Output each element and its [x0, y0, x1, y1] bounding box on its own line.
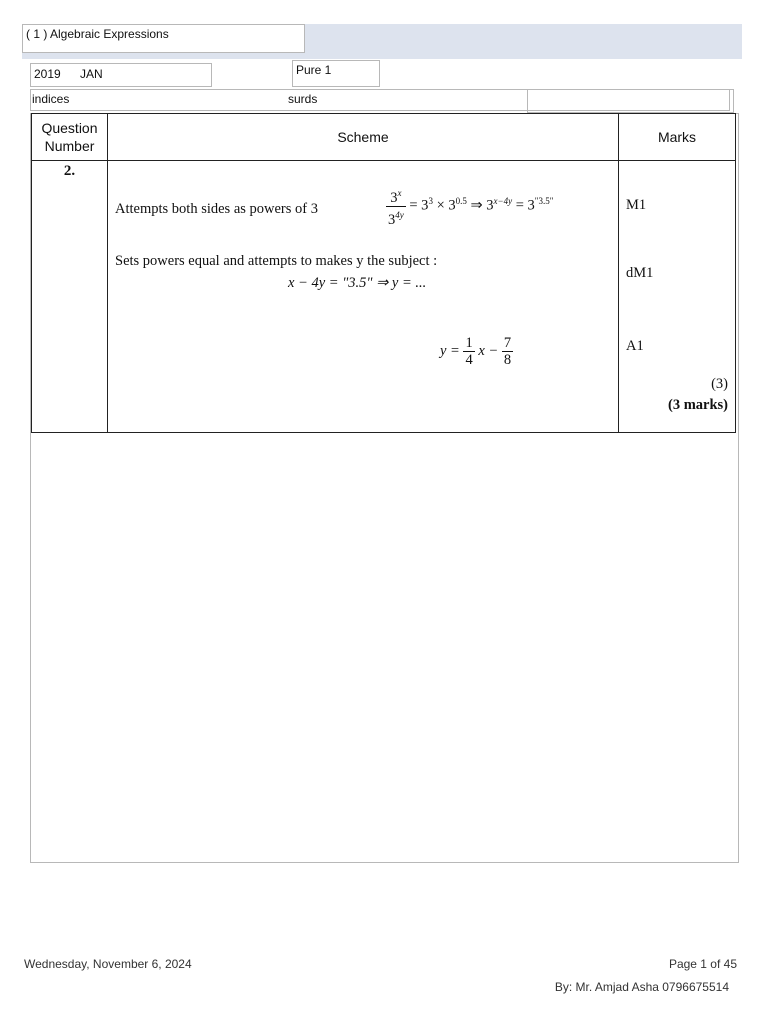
tag-surds: surds	[288, 92, 318, 106]
year-session-field	[30, 63, 212, 87]
column-header-scheme: Scheme	[108, 114, 619, 161]
empty-tag-field	[527, 89, 734, 113]
column-header-question: Question Number	[32, 114, 108, 161]
mark-a1: A1	[626, 338, 644, 354]
footer-page-number: Page 1 of 45	[668, 957, 737, 971]
session-value: JAN	[80, 67, 103, 81]
footer-date: Wednesday, November 6, 2024	[24, 957, 192, 971]
paper-field: Pure 1	[292, 60, 380, 87]
tag-indices: indices	[32, 92, 70, 106]
question-number: 2.	[32, 161, 108, 433]
column-header-marks: Marks	[619, 114, 736, 161]
topic-title: ( 1 ) Algebraic Expressions	[22, 24, 305, 53]
table-header-row	[32, 114, 736, 161]
equation-1: $\frac{3^x}{3^{4y}}$ = $3^3 \times 3^{0.5}$ ⇒ $3^{x-4y} = 3^{"3.5"}$	[386, 185, 553, 228]
equation-3: y = $\frac{1}{4}$ x − $\frac{7}{8}$	[440, 335, 512, 368]
scheme-cell	[108, 161, 619, 433]
equation-2: x − 4y = "3.5" ⇒ y = ...	[288, 275, 427, 291]
year-value: 2019	[34, 67, 61, 81]
mark-scheme-table	[31, 113, 736, 433]
marks-cell	[619, 161, 736, 433]
total-marks: (3 marks)	[667, 397, 728, 413]
table-row	[32, 161, 736, 433]
mark-dm1: dM1	[626, 265, 654, 281]
tags-row	[30, 89, 730, 111]
step-2-text: Sets powers equal and attempts to makes y the subject :	[115, 253, 438, 269]
step-1-text: Attempts both sides as powers of 3	[115, 201, 318, 217]
subtotal: (3)	[711, 376, 728, 392]
footer-author: By: Mr. Amjad Asha 0796675514	[554, 980, 729, 994]
mark-m1: M1	[626, 197, 647, 213]
